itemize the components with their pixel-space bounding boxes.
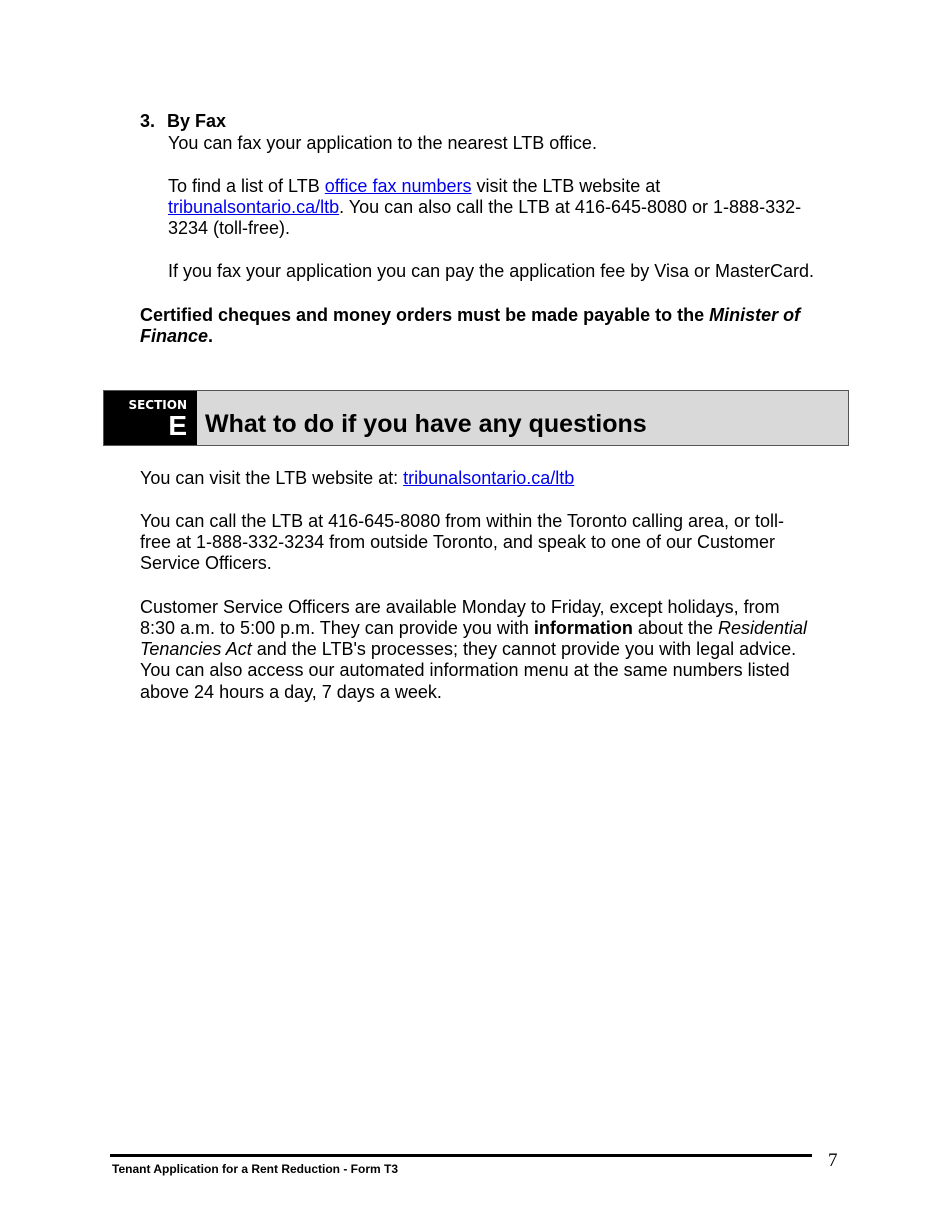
- questions-paragraph-2-line: You can call the LTB at 416-645-8080 from within the Toronto calling area, or toll-: [140, 511, 785, 531]
- footer-title: Tenant Application for a Rent Reduction - Form T3: [112, 1162, 399, 1176]
- fax-paragraph-1: You can fax your application to the nearest LTB office.: [168, 133, 597, 153]
- section-label: SECTION: [128, 398, 187, 412]
- page-number: 7: [828, 1150, 838, 1171]
- footer-rule: [110, 1154, 812, 1157]
- text: Certified cheques and money orders must be made payable to the: [140, 305, 710, 325]
- fax-paragraph-2-line-1: [168, 176, 660, 197]
- fax-paragraph-3: If you fax your application you can pay the application fee by Visa or MasterCard.: [168, 261, 815, 281]
- section-header: [103, 390, 849, 446]
- questions-paragraph-3-line: [140, 618, 807, 639]
- text: You can visit the LTB website at:: [140, 468, 404, 488]
- text: 8:30 a.m. to 5:00 p.m. They can provide you with: [140, 618, 534, 638]
- fax-paragraph-2-line-3: 3234 (toll-free).: [168, 218, 291, 238]
- questions-paragraph-3-line: Customer Service Officers are available Monday to Friday, except holidays, from: [140, 597, 780, 617]
- payment-notice-line-2: [140, 326, 213, 347]
- questions-paragraph-3-line: You can also access our automated information menu at the same numbers listed: [140, 660, 790, 680]
- questions-paragraph-2-line: Service Officers.: [140, 553, 272, 573]
- text: visit the LTB website at: [471, 176, 661, 196]
- section-title: What to do if you have any questions: [205, 410, 647, 438]
- section-letter: E: [168, 410, 187, 441]
- section-badge: [104, 391, 197, 445]
- questions-paragraph-1: [140, 468, 574, 489]
- office-fax-numbers-link[interactable]: office fax numbers: [324, 176, 472, 196]
- text: .: [208, 326, 214, 346]
- tribunals-website-link[interactable]: tribunalsontario.ca/ltb: [403, 468, 575, 488]
- questions-paragraph-3-line: [140, 639, 796, 660]
- italic-text: Minister of: [709, 305, 801, 325]
- text: To find a list of LTB: [168, 176, 325, 196]
- payment-notice-line-1: [140, 305, 800, 326]
- fax-paragraph-2-line-2: [168, 197, 801, 218]
- italic-text: Residential: [717, 618, 808, 638]
- tribunals-website-link[interactable]: tribunalsontario.ca/ltb: [168, 197, 340, 217]
- italic-text: Tenancies Act: [140, 639, 252, 659]
- questions-paragraph-3-line: above 24 hours a day, 7 days a week.: [140, 682, 442, 702]
- heading-text: By Fax: [167, 111, 227, 131]
- bold-text: information: [533, 618, 633, 638]
- fax-heading: [140, 111, 226, 132]
- text: about the: [632, 618, 718, 638]
- text: and the LTB's processes; they cannot provide you with legal advice.: [251, 639, 797, 659]
- list-number: 3.: [140, 111, 156, 131]
- text: . You can also call the LTB at 416-645-8080 or 1-888-332-: [339, 197, 802, 217]
- italic-text: Finance: [140, 326, 209, 346]
- questions-paragraph-2-line: free at 1-888-332-3234 from outside Toronto, and speak to one of our Customer: [140, 532, 776, 552]
